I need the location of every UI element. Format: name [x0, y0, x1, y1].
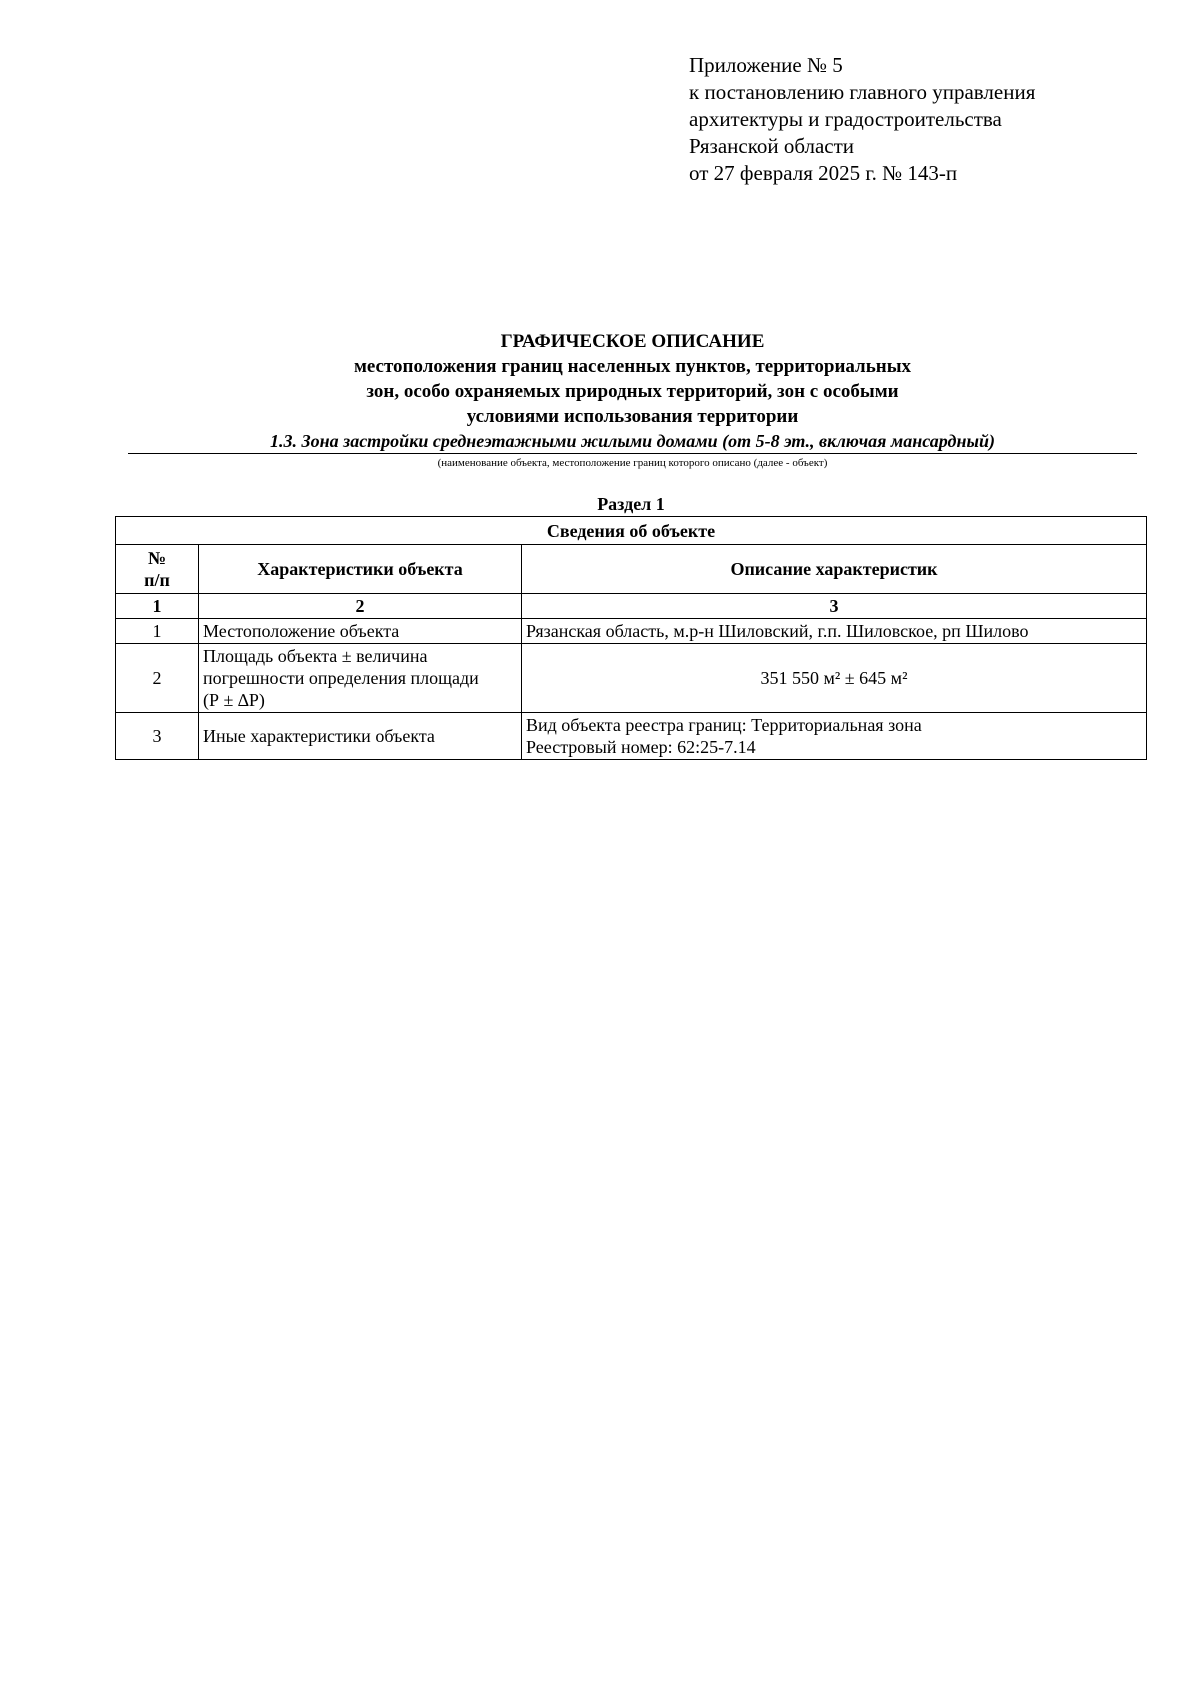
- document-subtitle-line: условиями использования территории: [466, 406, 799, 427]
- document-title-block: [120, 330, 1145, 471]
- object-name: 1.3. Зона застройки среднеэтажными жилыми домами (от 5-8 эт., включая мансардный): [128, 430, 1137, 454]
- table-caption-row: [116, 517, 1147, 545]
- header-num-line: №: [147, 548, 167, 568]
- characteristic-line: погрешности определения площади: [203, 668, 479, 688]
- table-header-row: [116, 545, 1147, 594]
- object-name-caption: (наименование объекта, местоположение границ которого описано (далее - объект): [437, 457, 828, 469]
- column-number: 1: [116, 594, 199, 619]
- table-row: [116, 644, 1147, 713]
- document-subtitle-line: местоположения границ населенных пунктов, территориальных: [353, 356, 912, 377]
- row-number: 3: [116, 713, 199, 760]
- column-number: 2: [199, 594, 522, 619]
- row-characteristic: [199, 619, 522, 644]
- row-number: 2: [116, 644, 199, 713]
- appendix-note: [689, 52, 1159, 187]
- object-info-table: [115, 516, 1147, 760]
- appendix-line: архитектуры и градостроительства: [689, 107, 1002, 131]
- appendix-line: Приложение № 5: [689, 53, 843, 77]
- characteristic-line: (Р ± ∆Р): [203, 690, 265, 710]
- characteristic-line: Иные характеристики объекта: [203, 726, 435, 746]
- column-number: 3: [522, 594, 1147, 619]
- row-characteristic: [199, 713, 522, 760]
- appendix-line: Рязанской области: [689, 134, 855, 158]
- header-num: [116, 545, 199, 594]
- row-description: [522, 619, 1147, 644]
- row-description: [522, 713, 1147, 760]
- row-description: [522, 644, 1147, 713]
- column-number-row: [116, 594, 1147, 619]
- document-title: ГРАФИЧЕСКОЕ ОПИСАНИЕ: [500, 331, 765, 352]
- header-characteristics: Характеристики объекта: [199, 545, 522, 594]
- document-subtitle-line: зон, особо охраняемых природных территорий, зон с особыми: [366, 381, 899, 402]
- characteristic-line: Площадь объекта ± величина: [203, 646, 428, 666]
- characteristic-line: Местоположение объекта: [203, 621, 400, 641]
- row-characteristic: [199, 644, 522, 713]
- row-number: 1: [116, 619, 199, 644]
- table-row: [116, 619, 1147, 644]
- header-description: Описание характеристик: [522, 545, 1147, 594]
- header-num-line: п/п: [144, 570, 170, 590]
- description-line: Реестровый номер: 62:25-7.14: [526, 737, 756, 757]
- table-row: [116, 713, 1147, 760]
- table-caption: Сведения об объекте: [116, 517, 1147, 545]
- description-line: 351 550 м² ± 645 м²: [760, 668, 908, 688]
- description-line: Вид объекта реестра границ: Территориальная зона: [526, 715, 922, 735]
- description-line: Рязанская область, м.р-н Шиловский, г.п. Шиловское, рп Шилово: [526, 621, 1029, 641]
- appendix-line: от 27 февраля 2025 г. № 143-п: [689, 161, 958, 185]
- section-title: Раздел 1: [597, 494, 665, 514]
- appendix-line: к постановлению главного управления: [689, 80, 1036, 104]
